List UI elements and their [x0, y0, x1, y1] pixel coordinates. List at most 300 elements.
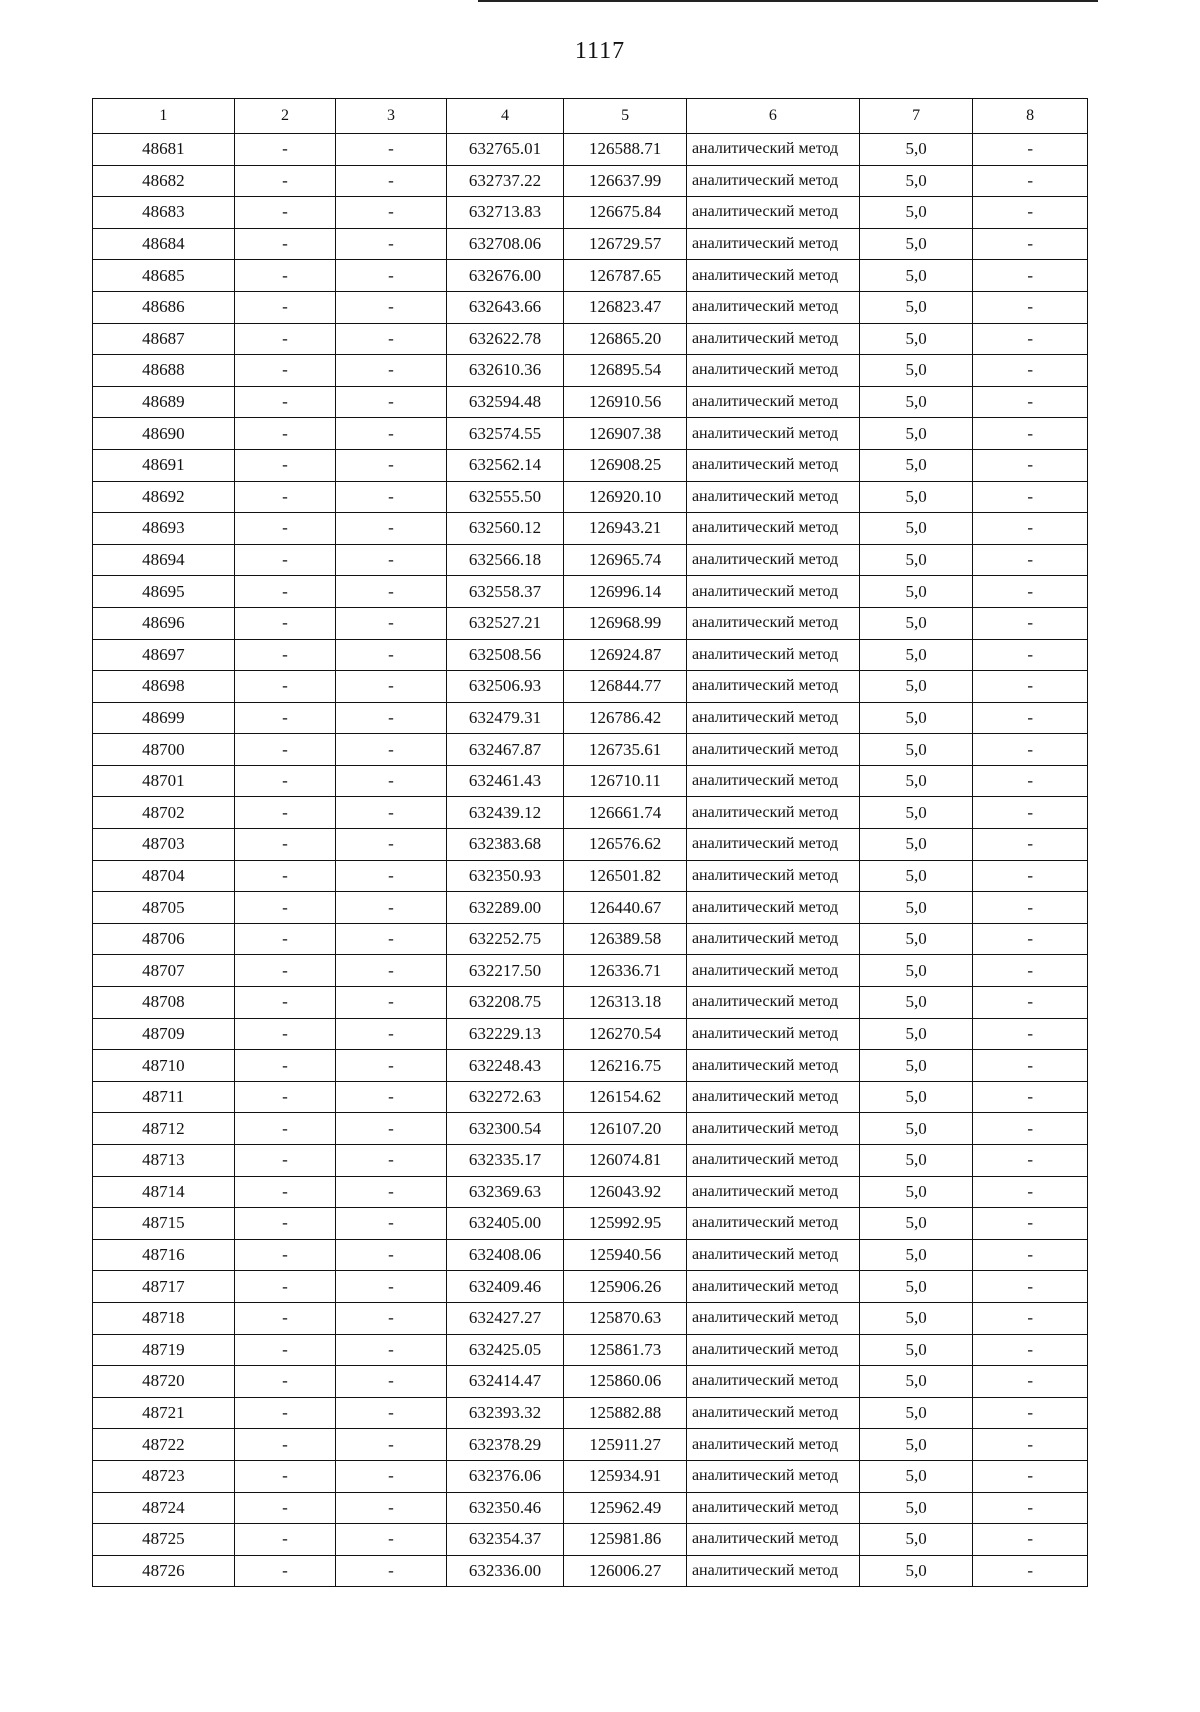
cell-col8: - [973, 734, 1088, 766]
point-number-cell: 48690 [93, 418, 235, 450]
method-cell: аналитический метод [686, 1081, 859, 1113]
cell-col2: - [234, 1018, 336, 1050]
cell-col2: - [234, 1239, 336, 1271]
accuracy-cell: 5,0 [859, 1271, 973, 1303]
cell-col8: - [973, 1492, 1088, 1524]
method-cell: аналитический метод [686, 1429, 859, 1461]
cell-col8: - [973, 860, 1088, 892]
y-coordinate-cell: 125911.27 [564, 1429, 687, 1461]
x-coordinate-cell: 632393.32 [446, 1397, 564, 1429]
point-number-cell: 48691 [93, 449, 235, 481]
cell-col8: - [973, 797, 1088, 829]
y-coordinate-cell: 126920.10 [564, 481, 687, 513]
accuracy-cell: 5,0 [859, 1555, 973, 1587]
x-coordinate-cell: 632439.12 [446, 797, 564, 829]
table-row [93, 197, 1088, 229]
method-cell: аналитический метод [686, 1555, 859, 1587]
cell-col2: - [234, 513, 336, 545]
y-coordinate-cell: 126501.82 [564, 860, 687, 892]
table-row [93, 797, 1088, 829]
point-number-cell: 48713 [93, 1145, 235, 1177]
cell-col8: - [973, 418, 1088, 450]
cell-col3: - [336, 639, 447, 671]
y-coordinate-cell: 126924.87 [564, 639, 687, 671]
accuracy-cell: 5,0 [859, 829, 973, 861]
table-row [93, 671, 1088, 703]
method-cell: аналитический метод [686, 291, 859, 323]
table-row [93, 355, 1088, 387]
method-cell: аналитический метод [686, 165, 859, 197]
column-header: 5 [564, 99, 687, 134]
accuracy-cell: 5,0 [859, 449, 973, 481]
table-row [93, 1018, 1088, 1050]
cell-col3: - [336, 228, 447, 260]
point-number-cell: 48712 [93, 1113, 235, 1145]
accuracy-cell: 5,0 [859, 291, 973, 323]
point-number-cell: 48725 [93, 1524, 235, 1556]
cell-col2: - [234, 291, 336, 323]
x-coordinate-cell: 632272.63 [446, 1081, 564, 1113]
cell-col8: - [973, 513, 1088, 545]
accuracy-cell: 5,0 [859, 955, 973, 987]
method-cell: аналитический метод [686, 323, 859, 355]
table-row [93, 860, 1088, 892]
table-row [93, 260, 1088, 292]
point-number-cell: 48700 [93, 734, 235, 766]
y-coordinate-cell: 126270.54 [564, 1018, 687, 1050]
cell-col2: - [234, 1081, 336, 1113]
method-cell: аналитический метод [686, 260, 859, 292]
method-cell: аналитический метод [686, 355, 859, 387]
accuracy-cell: 5,0 [859, 1239, 973, 1271]
cell-col8: - [973, 1429, 1088, 1461]
cell-col3: - [336, 860, 447, 892]
point-number-cell: 48719 [93, 1334, 235, 1366]
method-cell: аналитический метод [686, 1145, 859, 1177]
point-number-cell: 48686 [93, 291, 235, 323]
cell-col8: - [973, 1334, 1088, 1366]
point-number-cell: 48724 [93, 1492, 235, 1524]
cell-col8: - [973, 1397, 1088, 1429]
cell-col3: - [336, 892, 447, 924]
accuracy-cell: 5,0 [859, 1145, 973, 1177]
method-cell: аналитический метод [686, 1176, 859, 1208]
cell-col8: - [973, 1524, 1088, 1556]
cell-col2: - [234, 355, 336, 387]
cell-col2: - [234, 1113, 336, 1145]
x-coordinate-cell: 632248.43 [446, 1050, 564, 1082]
table-body [93, 134, 1088, 1587]
page-number: 1117 [574, 38, 626, 64]
y-coordinate-cell: 126043.92 [564, 1176, 687, 1208]
cell-col3: - [336, 1018, 447, 1050]
table-row [93, 544, 1088, 576]
cell-col3: - [336, 702, 447, 734]
cell-col8: - [973, 607, 1088, 639]
table-row [93, 165, 1088, 197]
y-coordinate-cell: 126074.81 [564, 1145, 687, 1177]
cell-col3: - [336, 1050, 447, 1082]
x-coordinate-cell: 632376.06 [446, 1460, 564, 1492]
x-coordinate-cell: 632558.37 [446, 576, 564, 608]
cell-col2: - [234, 1334, 336, 1366]
cell-col3: - [336, 1081, 447, 1113]
accuracy-cell: 5,0 [859, 228, 973, 260]
cell-col3: - [336, 1366, 447, 1398]
point-number-cell: 48709 [93, 1018, 235, 1050]
y-coordinate-cell: 126996.14 [564, 576, 687, 608]
accuracy-cell: 5,0 [859, 1334, 973, 1366]
cell-col8: - [973, 449, 1088, 481]
method-cell: аналитический метод [686, 955, 859, 987]
x-coordinate-cell: 632300.54 [446, 1113, 564, 1145]
y-coordinate-cell: 125870.63 [564, 1302, 687, 1334]
accuracy-cell: 5,0 [859, 544, 973, 576]
y-coordinate-cell: 126965.74 [564, 544, 687, 576]
cell-col2: - [234, 386, 336, 418]
point-number-cell: 48683 [93, 197, 235, 229]
cell-col3: - [336, 323, 447, 355]
point-number-cell: 48687 [93, 323, 235, 355]
method-cell: аналитический метод [686, 1492, 859, 1524]
point-number-cell: 48716 [93, 1239, 235, 1271]
cell-col8: - [973, 829, 1088, 861]
y-coordinate-cell: 125962.49 [564, 1492, 687, 1524]
cell-col2: - [234, 702, 336, 734]
y-coordinate-cell: 126823.47 [564, 291, 687, 323]
cell-col8: - [973, 260, 1088, 292]
cell-col2: - [234, 449, 336, 481]
table-row [93, 1492, 1088, 1524]
point-number-cell: 48696 [93, 607, 235, 639]
table-row [93, 418, 1088, 450]
table-row [93, 1366, 1088, 1398]
cell-col3: - [336, 1145, 447, 1177]
method-cell: аналитический метод [686, 1302, 859, 1334]
y-coordinate-cell: 126440.67 [564, 892, 687, 924]
y-coordinate-cell: 126637.99 [564, 165, 687, 197]
method-cell: аналитический метод [686, 734, 859, 766]
table-row [93, 513, 1088, 545]
point-number-cell: 48708 [93, 987, 235, 1019]
cell-col2: - [234, 734, 336, 766]
y-coordinate-cell: 126908.25 [564, 449, 687, 481]
point-number-cell: 48695 [93, 576, 235, 608]
y-coordinate-cell: 126844.77 [564, 671, 687, 703]
column-header: 3 [336, 99, 447, 134]
cell-col8: - [973, 1081, 1088, 1113]
point-number-cell: 48699 [93, 702, 235, 734]
accuracy-cell: 5,0 [859, 702, 973, 734]
cell-col2: - [234, 1492, 336, 1524]
accuracy-cell: 5,0 [859, 923, 973, 955]
cell-col3: - [336, 134, 447, 166]
table-row [93, 1081, 1088, 1113]
cell-col2: - [234, 323, 336, 355]
accuracy-cell: 5,0 [859, 323, 973, 355]
point-number-cell: 48697 [93, 639, 235, 671]
cell-col2: - [234, 1145, 336, 1177]
point-number-cell: 48685 [93, 260, 235, 292]
cell-col3: - [336, 987, 447, 1019]
cell-col8: - [973, 1239, 1088, 1271]
cell-col3: - [336, 1208, 447, 1240]
x-coordinate-cell: 632229.13 [446, 1018, 564, 1050]
method-cell: аналитический метод [686, 1460, 859, 1492]
x-coordinate-cell: 632566.18 [446, 544, 564, 576]
x-coordinate-cell: 632369.63 [446, 1176, 564, 1208]
table-row [93, 829, 1088, 861]
x-coordinate-cell: 632252.75 [446, 923, 564, 955]
table-row [93, 1145, 1088, 1177]
cell-col2: - [234, 481, 336, 513]
y-coordinate-cell: 126336.71 [564, 955, 687, 987]
accuracy-cell: 5,0 [859, 1524, 973, 1556]
cell-col2: - [234, 923, 336, 955]
y-coordinate-cell: 125882.88 [564, 1397, 687, 1429]
point-number-cell: 48711 [93, 1081, 235, 1113]
accuracy-cell: 5,0 [859, 1176, 973, 1208]
y-coordinate-cell: 126710.11 [564, 765, 687, 797]
cell-col8: - [973, 987, 1088, 1019]
cell-col8: - [973, 165, 1088, 197]
accuracy-cell: 5,0 [859, 1366, 973, 1398]
table-header-row [93, 99, 1088, 134]
table-row [93, 892, 1088, 924]
table-row [93, 481, 1088, 513]
cell-col3: - [336, 197, 447, 229]
point-number-cell: 48704 [93, 860, 235, 892]
x-coordinate-cell: 632594.48 [446, 386, 564, 418]
method-cell: аналитический метод [686, 386, 859, 418]
table-row [93, 987, 1088, 1019]
point-number-cell: 48726 [93, 1555, 235, 1587]
x-coordinate-cell: 632708.06 [446, 228, 564, 260]
cell-col3: - [336, 544, 447, 576]
y-coordinate-cell: 125992.95 [564, 1208, 687, 1240]
table-row [93, 291, 1088, 323]
accuracy-cell: 5,0 [859, 1429, 973, 1461]
accuracy-cell: 5,0 [859, 671, 973, 703]
cell-col3: - [336, 1555, 447, 1587]
x-coordinate-cell: 632383.68 [446, 829, 564, 861]
point-number-cell: 48682 [93, 165, 235, 197]
cell-col3: - [336, 1113, 447, 1145]
cell-col8: - [973, 323, 1088, 355]
x-coordinate-cell: 632676.00 [446, 260, 564, 292]
cell-col8: - [973, 1018, 1088, 1050]
x-coordinate-cell: 632425.05 [446, 1334, 564, 1366]
accuracy-cell: 5,0 [859, 1397, 973, 1429]
cell-col3: - [336, 765, 447, 797]
column-header: 1 [93, 99, 235, 134]
method-cell: аналитический метод [686, 765, 859, 797]
cell-col3: - [336, 829, 447, 861]
x-coordinate-cell: 632479.31 [446, 702, 564, 734]
cell-col2: - [234, 1429, 336, 1461]
accuracy-cell: 5,0 [859, 1050, 973, 1082]
x-coordinate-cell: 632350.46 [446, 1492, 564, 1524]
cell-col8: - [973, 197, 1088, 229]
cell-col2: - [234, 418, 336, 450]
cell-col2: - [234, 1397, 336, 1429]
accuracy-cell: 5,0 [859, 639, 973, 671]
column-header: 4 [446, 99, 564, 134]
x-coordinate-cell: 632414.47 [446, 1366, 564, 1398]
accuracy-cell: 5,0 [859, 197, 973, 229]
cell-col8: - [973, 639, 1088, 671]
table-row [93, 1334, 1088, 1366]
cell-col3: - [336, 1239, 447, 1271]
accuracy-cell: 5,0 [859, 1208, 973, 1240]
y-coordinate-cell: 125860.06 [564, 1366, 687, 1398]
x-coordinate-cell: 632622.78 [446, 323, 564, 355]
method-cell: аналитический метод [686, 607, 859, 639]
cell-col8: - [973, 955, 1088, 987]
cell-col8: - [973, 386, 1088, 418]
point-number-cell: 48720 [93, 1366, 235, 1398]
x-coordinate-cell: 632574.55 [446, 418, 564, 450]
cell-col8: - [973, 576, 1088, 608]
table-row [93, 449, 1088, 481]
cell-col3: - [336, 1492, 447, 1524]
y-coordinate-cell: 126313.18 [564, 987, 687, 1019]
point-number-cell: 48714 [93, 1176, 235, 1208]
y-coordinate-cell: 126943.21 [564, 513, 687, 545]
cell-col3: - [336, 671, 447, 703]
method-cell: аналитический метод [686, 513, 859, 545]
cell-col2: - [234, 1208, 336, 1240]
accuracy-cell: 5,0 [859, 386, 973, 418]
method-cell: аналитический метод [686, 134, 859, 166]
y-coordinate-cell: 126216.75 [564, 1050, 687, 1082]
method-cell: аналитический метод [686, 1113, 859, 1145]
table-row [93, 607, 1088, 639]
cell-col3: - [336, 955, 447, 987]
cell-col8: - [973, 481, 1088, 513]
x-coordinate-cell: 632506.93 [446, 671, 564, 703]
method-cell: аналитический метод [686, 1271, 859, 1303]
cell-col3: - [336, 449, 447, 481]
x-coordinate-cell: 632289.00 [446, 892, 564, 924]
cell-col3: - [336, 1429, 447, 1461]
cell-col2: - [234, 576, 336, 608]
method-cell: аналитический метод [686, 1524, 859, 1556]
cell-col2: - [234, 165, 336, 197]
method-cell: аналитический метод [686, 544, 859, 576]
point-number-cell: 48721 [93, 1397, 235, 1429]
cell-col8: - [973, 355, 1088, 387]
method-cell: аналитический метод [686, 449, 859, 481]
column-header: 7 [859, 99, 973, 134]
method-cell: аналитический метод [686, 418, 859, 450]
cell-col2: - [234, 1555, 336, 1587]
table-row [93, 1113, 1088, 1145]
x-coordinate-cell: 632378.29 [446, 1429, 564, 1461]
cell-col8: - [973, 1366, 1088, 1398]
y-coordinate-cell: 126735.61 [564, 734, 687, 766]
table-row [93, 955, 1088, 987]
y-coordinate-cell: 126910.56 [564, 386, 687, 418]
point-number-cell: 48705 [93, 892, 235, 924]
y-coordinate-cell: 126729.57 [564, 228, 687, 260]
accuracy-cell: 5,0 [859, 1492, 973, 1524]
x-coordinate-cell: 632208.75 [446, 987, 564, 1019]
cell-col2: - [234, 544, 336, 576]
cell-col2: - [234, 1176, 336, 1208]
x-coordinate-cell: 632555.50 [446, 481, 564, 513]
table-row [93, 734, 1088, 766]
x-coordinate-cell: 632713.83 [446, 197, 564, 229]
table-row [93, 1302, 1088, 1334]
cell-col8: - [973, 1302, 1088, 1334]
cell-col2: - [234, 829, 336, 861]
cell-col2: - [234, 1271, 336, 1303]
method-cell: аналитический метод [686, 481, 859, 513]
table-row [93, 1050, 1088, 1082]
cell-col8: - [973, 1555, 1088, 1587]
method-cell: аналитический метод [686, 576, 859, 608]
accuracy-cell: 5,0 [859, 1113, 973, 1145]
cell-col8: - [973, 1208, 1088, 1240]
x-coordinate-cell: 632409.46 [446, 1271, 564, 1303]
x-coordinate-cell: 632527.21 [446, 607, 564, 639]
y-coordinate-cell: 126895.54 [564, 355, 687, 387]
cell-col2: - [234, 671, 336, 703]
point-number-cell: 48689 [93, 386, 235, 418]
table-row [93, 1555, 1088, 1587]
method-cell: аналитический метод [686, 671, 859, 703]
table-row [93, 765, 1088, 797]
y-coordinate-cell: 126107.20 [564, 1113, 687, 1145]
x-coordinate-cell: 632336.00 [446, 1555, 564, 1587]
cell-col2: - [234, 987, 336, 1019]
table-row [93, 1208, 1088, 1240]
method-cell: аналитический метод [686, 1050, 859, 1082]
y-coordinate-cell: 126675.84 [564, 197, 687, 229]
point-number-cell: 48718 [93, 1302, 235, 1334]
accuracy-cell: 5,0 [859, 607, 973, 639]
accuracy-cell: 5,0 [859, 260, 973, 292]
y-coordinate-cell: 126006.27 [564, 1555, 687, 1587]
table-row [93, 1460, 1088, 1492]
table-row [93, 386, 1088, 418]
point-number-cell: 48717 [93, 1271, 235, 1303]
method-cell: аналитический метод [686, 923, 859, 955]
method-cell: аналитический метод [686, 1366, 859, 1398]
method-cell: аналитический метод [686, 892, 859, 924]
accuracy-cell: 5,0 [859, 987, 973, 1019]
cell-col3: - [336, 1460, 447, 1492]
top-rule [478, 0, 1098, 2]
table-row [93, 1239, 1088, 1271]
table-row [93, 702, 1088, 734]
table-row [93, 1271, 1088, 1303]
x-coordinate-cell: 632405.00 [446, 1208, 564, 1240]
accuracy-cell: 5,0 [859, 1018, 973, 1050]
cell-col8: - [973, 134, 1088, 166]
table-row [93, 1176, 1088, 1208]
table-row [93, 134, 1088, 166]
cell-col2: - [234, 1524, 336, 1556]
x-coordinate-cell: 632217.50 [446, 955, 564, 987]
point-number-cell: 48701 [93, 765, 235, 797]
cell-col8: - [973, 1176, 1088, 1208]
x-coordinate-cell: 632350.93 [446, 860, 564, 892]
y-coordinate-cell: 126968.99 [564, 607, 687, 639]
cell-col3: - [336, 418, 447, 450]
cell-col8: - [973, 1271, 1088, 1303]
